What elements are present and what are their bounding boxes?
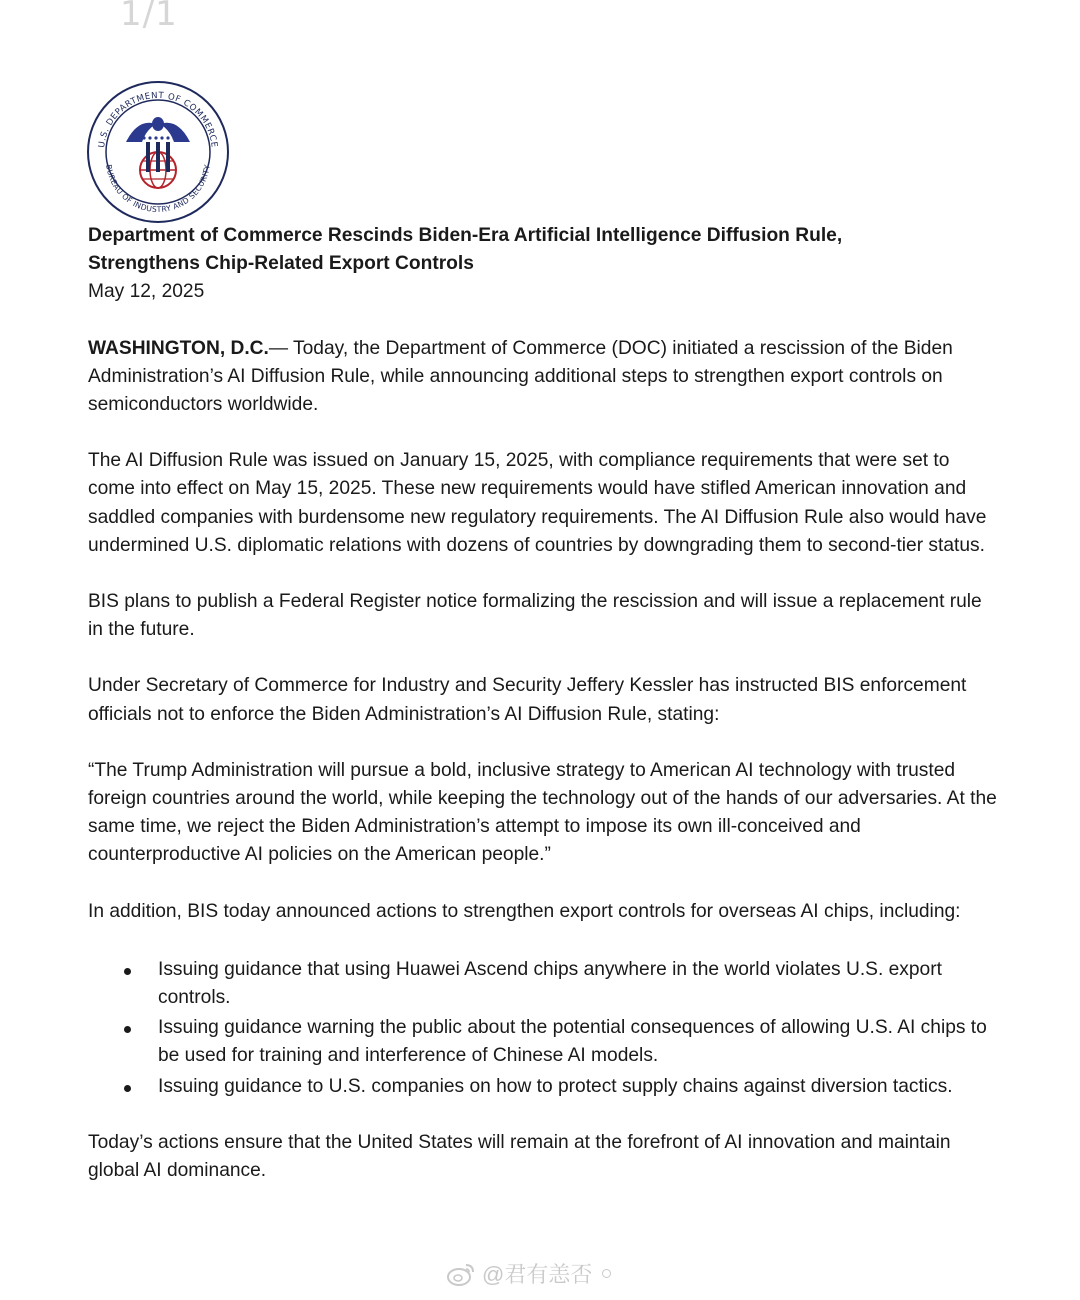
svg-text:U.S. DEPARTMENT OF COMMERCE: U.S. DEPARTMENT OF COMMERCE <box>97 90 219 149</box>
page-indicator: 1/1 <box>120 0 178 34</box>
dateline: WASHINGTON, D.C. <box>88 337 269 359</box>
headline <box>88 222 998 278</box>
list-item-text: Issuing guidance that using Huawei Ascend chips anywhere in the world violates U.S. export controls. <box>158 958 942 1009</box>
bullet-icon <box>124 1026 131 1033</box>
quote: “The Trump Administration will pursue a bold, inclusive strategy to American AI technology with trusted foreign countries around the world, while keeping the technology out of the hands of our adversaries. At the same time, we reject the Biden Administration’s attempt to impose its own ill-conceived and counterproductive AI policies on the American people.” <box>88 759 997 866</box>
list-item-text: Issuing guidance to U.S. companies on how to protect supply chains against diversion tactics. <box>158 1075 953 1097</box>
paragraph-rule-background: The AI Diffusion Rule was issued on January 15, 2025, with compliance requirements that were set to come into effect on May 15, 2025. These new requirements would have stifled American innovation and saddled companies with burdensome new regulatory requirements. The AI Diffusion Rule also would have undermined U.S. diplomatic relations with dozens of countries by downgrading them to second-tier status. <box>88 450 987 556</box>
intro-text: — Today, the Department of Commerce (DOC) initiated a rescission of the Biden Administration’s AI Diffusion Rule, while announcing additional steps to strengthen export controls on semiconductors worldwide. <box>88 337 953 416</box>
list-item-text: Issuing guidance warning the public about the potential consequences of allowing U.S. AI chips to be used for training and interference of Chinese AI models. <box>158 1017 987 1067</box>
list-item <box>88 956 998 1012</box>
weibo-logo-icon <box>446 1261 476 1287</box>
actions-list <box>88 956 998 1101</box>
press-release-body <box>88 222 998 1213</box>
paragraph-kessler: Under Secretary of Commerce for Industry and Security Jeffery Kessler has instructed BIS enforcement officials not to enforce the Biden Administration’s AI Diffusion Rule, stating: <box>88 675 967 725</box>
bullet-icon <box>124 968 131 975</box>
release-date: May 12, 2025 <box>88 281 205 303</box>
headline-line-1: Department of Commerce Rescinds Biden-Era Artificial Intelligence Diffusion Rule, <box>88 225 843 246</box>
paragraph-intro <box>88 335 998 420</box>
watermark <box>446 1258 611 1289</box>
paragraph-closing: Today’s actions ensure that the United States will remain at the forefront of AI innovation and maintain global AI dominance. <box>88 1131 951 1182</box>
headline-line-2: Strengthens Chip-Related Export Controls <box>88 253 474 275</box>
list-item <box>88 1073 998 1101</box>
svg-text:BUREAU OF INDUSTRY AND SECURIT: BUREAU OF INDUSTRY AND SECURITY <box>104 163 212 215</box>
list-item <box>88 1014 998 1070</box>
paragraph-federal-register: BIS plans to publish a Federal Register notice formalizing the rescission and will issue a replacement rule in the future. <box>88 591 982 641</box>
bullet-icon <box>124 1085 131 1092</box>
paragraph-additional-actions: In addition, BIS today announced actions to strengthen export controls for overseas AI chips, including: <box>88 900 961 922</box>
watermark-dot <box>602 1269 611 1278</box>
watermark-text: @君有恙否 <box>482 1262 593 1287</box>
commerce-seal-icon <box>86 80 230 224</box>
